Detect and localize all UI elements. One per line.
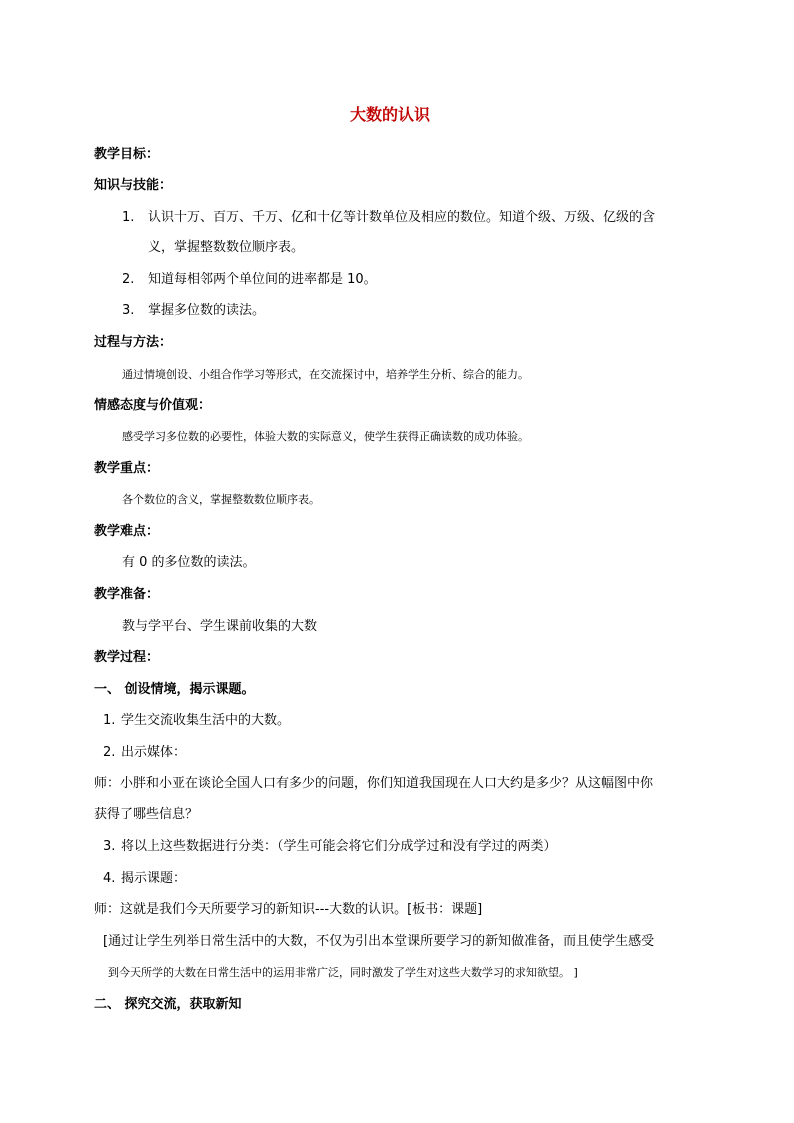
knowledge-item-2 <box>122 271 377 289</box>
heading-process-methods: 过程与方法： <box>94 335 173 350</box>
knowledge-item-1 <box>122 209 655 227</box>
section-one-heading: 一、 创设情境，揭示课题。 <box>94 682 255 697</box>
design-note-cont: 到今天所学的大数在日常生活中的运用非常广泛，同时激发了学生对这些大数学习的求知欲望。 ] <box>108 966 578 979</box>
heading-emotion-values: 情感态度与价值观： <box>94 398 212 413</box>
preparation-text: 教与学平台、学生课前收集的大数 <box>122 619 318 634</box>
list-text: 知道每相邻两个单位间的进率都是 10。 <box>148 272 377 287</box>
knowledge-item-3 <box>122 302 265 320</box>
step-2 <box>103 744 186 762</box>
heading-key-points: 教学重点： <box>94 461 160 476</box>
key-points-text: 各个数位的含义，掌握整数数位顺序表。 <box>122 493 320 506</box>
list-text: 出示媒体： <box>121 745 187 760</box>
page-title: 大数的认识 <box>350 105 431 124</box>
emotion-values-text: 感受学习多位数的必要性，体验大数的实际意义，使学生获得正确读数的成功体验。 <box>122 430 529 443</box>
list-text: 掌握多位数的读法。 <box>148 303 266 318</box>
list-text: 揭示课题： <box>121 871 187 886</box>
heading-knowledge-skills: 知识与技能： <box>94 178 173 193</box>
heading-teaching-process: 教学过程： <box>94 650 160 665</box>
list-number: 1. <box>122 210 135 225</box>
list-number: 3. <box>122 303 135 318</box>
process-methods-text: 通过情境创设、小组合作学习等形式，在交流探讨中，培养学生分析、综合的能力。 <box>122 368 529 381</box>
list-text: 将以上这些数据进行分类：（学生可能会将它们分成学过和没有学过的两类） <box>121 839 557 854</box>
step-1 <box>103 712 290 730</box>
heading-difficulties: 教学难点： <box>94 524 160 539</box>
step-3 <box>103 838 557 856</box>
section-two-heading: 二、 探究交流，获取新知 <box>94 997 242 1012</box>
list-text: 学生交流收集生活中的大数。 <box>121 713 291 728</box>
list-number: 2. <box>122 272 135 287</box>
teacher-dialogue-1: 师：小胖和小亚在谈论全国人口有多少的问题，你们知道我国现在人口大约是多少？从这幅图中你 <box>94 776 654 791</box>
list-number: 1. <box>103 713 116 728</box>
list-number: 3. <box>103 839 116 854</box>
list-text: 认识十万、百万、千万、亿和十亿等计数单位及相应的数位。知道个级、万级、亿级的含 <box>148 210 656 225</box>
design-note: [通过让学生列举日常生活中的大数，不仅为引出本堂课所要学习的新知做准备，而且使学生感受 <box>103 934 655 949</box>
list-number: 4. <box>103 871 116 886</box>
difficulties-text: 有 0 的多位数的读法。 <box>122 555 256 570</box>
heading-teaching-goals: 教学目标： <box>94 147 160 162</box>
list-number: 2. <box>103 745 116 760</box>
knowledge-item-1-cont: 义，掌握整数数位顺序表。 <box>148 240 305 255</box>
teacher-dialogue-1-cont: 获得了哪些信息？ <box>94 807 199 822</box>
heading-preparation: 教学准备： <box>94 587 160 602</box>
teacher-dialogue-2: 师：这就是我们今天所要学习的新知识---大数的认识。[板书：课题] <box>94 902 483 917</box>
step-4 <box>103 870 186 888</box>
